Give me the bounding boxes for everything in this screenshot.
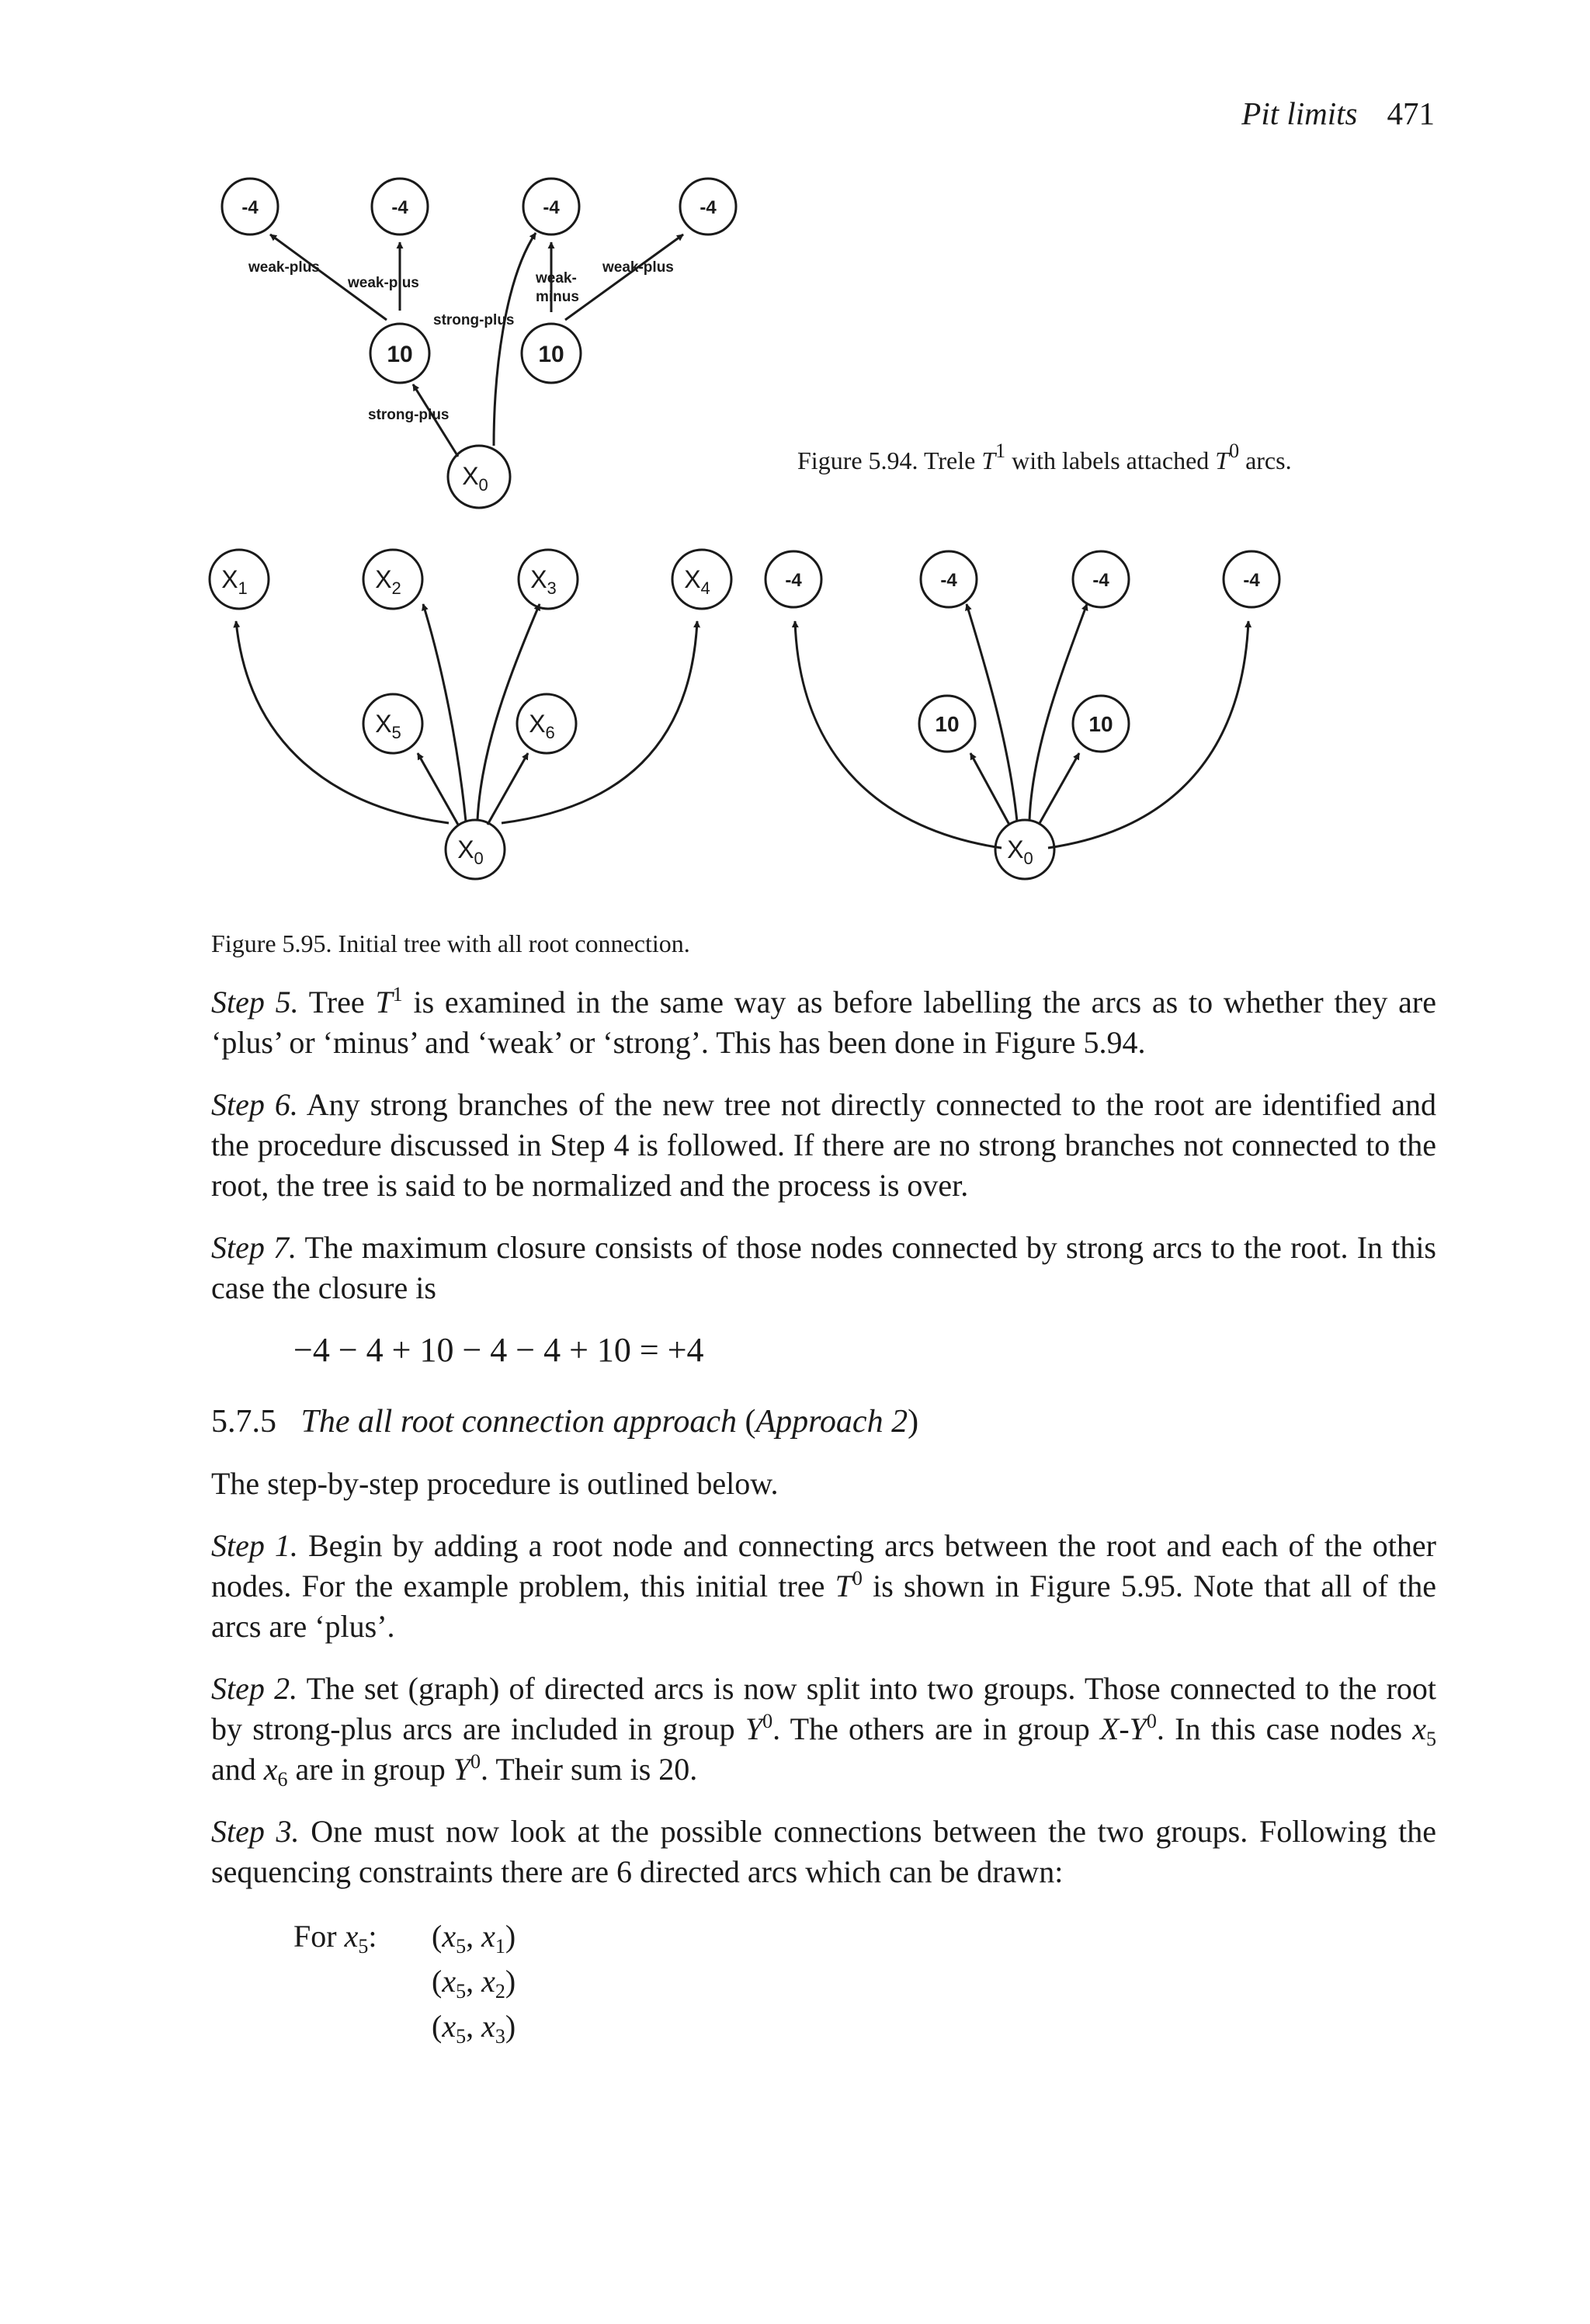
figure-5-95-right <box>765 551 1279 879</box>
arc-root-leaf-1 <box>795 621 1002 848</box>
arc-label-weak-plus-1: weak-plus <box>248 259 320 276</box>
leaf-value: -4 <box>785 570 802 591</box>
node-x6-label: $X_6$ <box>529 710 555 742</box>
arc-label-weak-plus-3: weak-plus <box>602 259 674 276</box>
arc-root-mid-1 <box>970 753 1009 825</box>
leaf-value: -4 <box>940 570 957 591</box>
section-heading: 5.7.5 The all root connection approach (Approach 2) <box>211 1404 919 1440</box>
arc-row <box>293 1914 1436 1959</box>
arc-root-leaf-3 <box>1029 604 1087 820</box>
arc-pair: ($x_5$, $x_2$) <box>432 1964 516 2003</box>
arc-label-minus: minus <box>536 289 579 305</box>
step-7-paragraph: Step 7. The maximum closure consists of those nodes connected by strong arcs to the root. In this case the closure is <box>211 1230 1437 1305</box>
mid-value: 10 <box>538 342 564 367</box>
mid-value: 10 <box>387 342 413 367</box>
node-x5-label: $X_5$ <box>375 710 401 742</box>
arc-x0-x1 <box>236 621 449 823</box>
arc-for-label: For $x_5$: <box>293 1919 377 1958</box>
node-x3-label: $X_3$ <box>530 565 557 598</box>
figure-5-94 <box>222 179 736 508</box>
arc-mid2-leaf4 <box>565 234 683 320</box>
node-x0-label: $X_0$ <box>457 835 484 868</box>
leaf-value: -4 <box>1243 570 1260 591</box>
arc-x0-x6 <box>488 753 528 825</box>
leaf-value: -4 <box>241 197 259 218</box>
figure-5-95-caption: Figure 5.95. Initial tree with all root connection. <box>211 929 690 957</box>
arc-pair: ($x_5$, $x_3$) <box>432 2009 516 2048</box>
leaf-value: -4 <box>391 197 408 218</box>
mid-value: 10 <box>1088 712 1113 736</box>
arc-pair: ($x_5$, $x_1$) <box>432 1919 516 1958</box>
step-5-paragraph: Step 5. Tree $T^1$ is examined in the same way as before labelling the arcs as to whether they are ‘plus’ or ‘minus’ and ‘weak’ or ‘strong’. This has been done in Figure 5.94. <box>211 983 1437 1060</box>
closure-equation: −4 − 4 + 10 − 4 − 4 + 10 = +4 <box>293 1331 704 1369</box>
root-label: $X_0$ <box>462 462 488 495</box>
body-text <box>211 982 1436 2049</box>
intro-paragraph: The step-by-step procedure is outlined below. <box>211 1466 779 1501</box>
step-2-paragraph: Step 2. The set (graph) of directed arcs is now split into two groups. Those connected to the root by strong-plus arcs are included in group $Y^0$. The others are in group $X-Y^0$. In this case nodes $x_5$ and $x_6$ are in group $Y^0$. Their sum is 20. <box>211 1671 1437 1791</box>
leaf-value: -4 <box>543 197 560 218</box>
node-x4-label: $X_4$ <box>684 565 710 598</box>
arc-list <box>293 1914 1436 2049</box>
step-3-paragraph: Step 3. One must now look at the possible connections between the two groups. Following the sequencing constraints there are 6 directed arcs which can be drawn: <box>211 1814 1436 1889</box>
page-number: 471 <box>1387 96 1435 131</box>
leaf-value: -4 <box>700 197 717 218</box>
node-x2-label: $X_2$ <box>375 565 401 598</box>
arc-label-weak: weak- <box>536 270 577 287</box>
figure-5-95-left <box>210 550 731 879</box>
arc-x0-x5 <box>418 753 458 825</box>
root-label: $X_0$ <box>1007 835 1033 868</box>
step-6-paragraph: Step 6. Any strong branches of the new tree not directly connected to the root are identified and the procedure discussed in Step 4 is followed. If there are no strong branches not connected to the root, the tree is said to be normalized and the process is over. <box>211 1087 1436 1203</box>
node-x1-label: $X_1$ <box>221 565 248 598</box>
arc-root-leaf-4 <box>1048 621 1248 848</box>
arc-row <box>293 2004 1436 2049</box>
arc-row <box>293 1959 1436 2004</box>
arc-root-mid-2 <box>1039 753 1079 825</box>
leaf-value: -4 <box>1092 570 1109 591</box>
step-1-paragraph: Step 1. Begin by adding a root node and connecting arcs between the root and each of the other nodes. For the example problem, this initial tree $T^0$ is shown in Figure 5.95. Note that all of the arcs are ‘plus’. <box>211 1528 1436 1644</box>
arc-x0-x2 <box>423 604 466 822</box>
arc-label-weak-plus-2: weak-plus <box>348 275 419 291</box>
figure-5-94-caption: Figure 5.94. Trele $T^1$ with labels attached $T^0$ arcs. <box>797 439 1292 474</box>
arc-root-leaf3 <box>494 233 536 446</box>
mid-value: 10 <box>935 712 960 736</box>
arc-label-strong-plus-1: strong-plus <box>433 312 515 328</box>
arc-label-strong-plus-2: strong-plus <box>368 407 450 423</box>
running-title: Pit limits <box>1241 96 1358 131</box>
